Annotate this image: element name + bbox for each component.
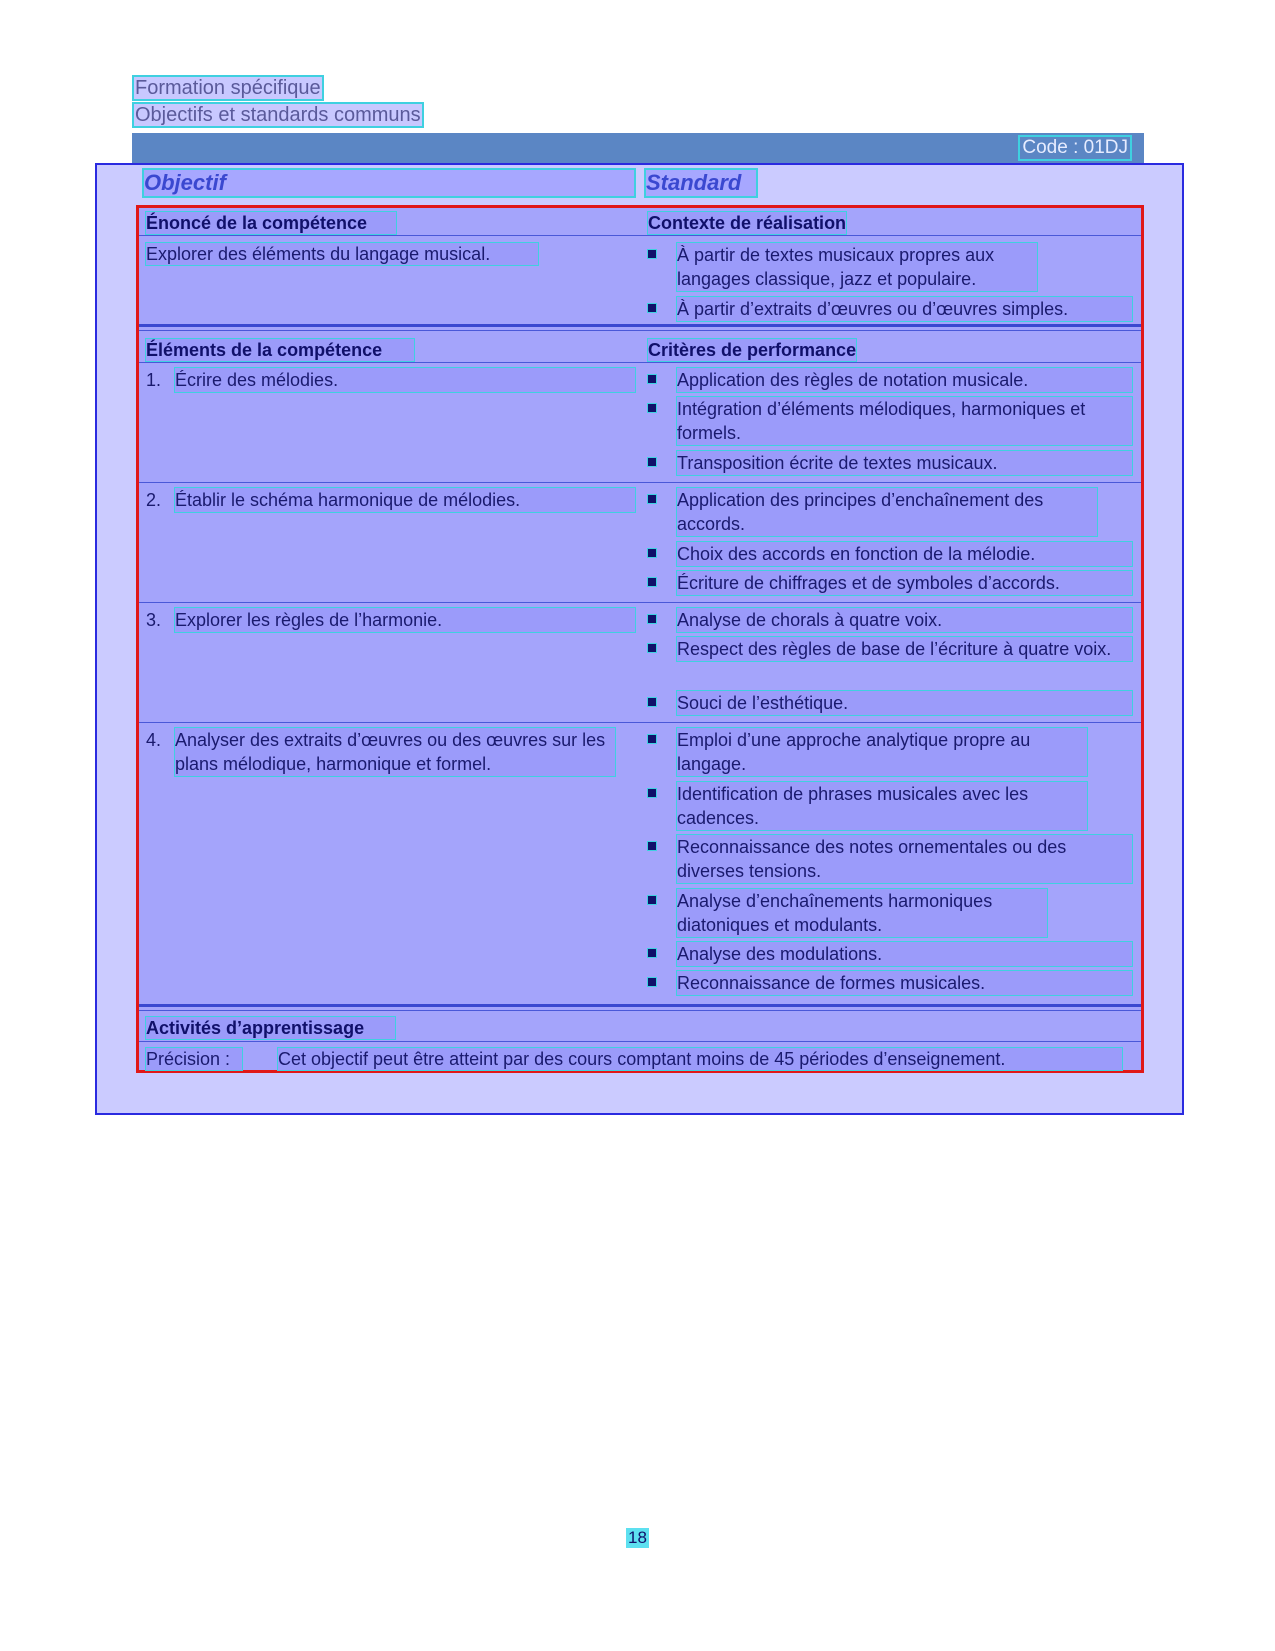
bullet-icon <box>648 495 656 503</box>
divider <box>139 722 1141 723</box>
bullet-icon <box>648 644 656 652</box>
enonce-heading: Énoncé de la compétence <box>146 212 396 234</box>
critere-item: Respect des règles de base de l’écriture à quatre voix. <box>677 637 1132 661</box>
bullet-icon <box>648 304 656 312</box>
bullet-icon <box>648 949 656 957</box>
divider <box>139 602 1141 603</box>
precision-label: Précision : <box>146 1048 242 1070</box>
bullet-icon <box>648 615 656 623</box>
critere-item: Analyse de chorals à quatre voix. <box>677 608 1132 632</box>
activites-heading: Activités d’apprentissage <box>146 1017 395 1039</box>
element-text: Établir le schéma harmonique de mélodies. <box>175 488 635 512</box>
critere-item: Intégration d’éléments mélodiques, harmoniques et formels. <box>677 397 1132 445</box>
item-number: 2. <box>146 490 162 510</box>
critere-item: Transposition écrite de textes musicaux. <box>677 451 1132 475</box>
element-text: Analyser des extraits d’œuvres ou des œuvres sur les plans mélodique, harmonique et formel. <box>175 728 615 776</box>
element-text: Écrire des mélodies. <box>175 368 635 392</box>
critere-item: Application des règles de notation musicale. <box>677 368 1132 392</box>
item-number: 4. <box>146 730 162 750</box>
standard-heading: Standard <box>646 170 756 196</box>
item-number: 3. <box>146 610 162 630</box>
contexte-heading: Contexte de réalisation <box>648 213 847 233</box>
divider <box>139 362 1141 363</box>
bullet-icon <box>648 549 656 557</box>
bullet-icon <box>648 458 656 466</box>
section-divider <box>139 1004 1141 1007</box>
bullet-icon <box>648 578 656 586</box>
divider <box>139 482 1141 483</box>
bullet-icon <box>648 842 656 850</box>
critere-item: Analyse d’enchaînements harmoniques diatoniques et modulants. <box>677 889 1047 937</box>
precision-text: Cet objectif peut être atteint par des cours comptant moins de 45 périodes d’enseignement. <box>278 1048 1122 1070</box>
divider <box>139 1010 1141 1011</box>
critere-item: Analyse des modulations. <box>677 942 1132 966</box>
bullet-icon <box>648 375 656 383</box>
bullet-icon <box>648 698 656 706</box>
critere-item: Choix des accords en fonction de la mélodie. <box>677 542 1132 566</box>
critere-item: Écriture de chiffrages et de symboles d’accords. <box>677 571 1132 595</box>
enonce-text: Explorer des éléments du langage musical. <box>146 243 538 265</box>
header-program: Formation spécifique <box>135 77 321 99</box>
bullet-icon <box>648 404 656 412</box>
critere-item: Reconnaissance des notes ornementales ou des diverses tensions. <box>677 835 1132 883</box>
criteres-heading: Critères de performance <box>648 340 857 360</box>
divider <box>139 330 1141 331</box>
bullet-icon <box>648 250 656 258</box>
critere-item: Application des principes d’enchaînement des accords. <box>677 488 1097 536</box>
section-divider <box>139 324 1141 327</box>
column-headings <box>136 168 1144 198</box>
elements-heading: Éléments de la compétence <box>146 339 414 361</box>
bullet-icon <box>648 735 656 743</box>
course-code: Code : 01DJ <box>1022 137 1128 158</box>
bullet-icon <box>648 896 656 904</box>
page-number: 18 <box>628 1528 647 1547</box>
item-number: 1. <box>146 370 162 390</box>
contexte-item: À partir de textes musicaux propres aux langages classique, jazz et populaire. <box>677 243 1037 291</box>
divider <box>139 235 1141 236</box>
critere-item: Reconnaissance de formes musicales. <box>677 971 1132 995</box>
competence-table <box>136 205 1144 1073</box>
bullet-icon <box>648 789 656 797</box>
contexte-item: À partir d’extraits d’œuvres ou d’œuvres simples. <box>677 297 1132 321</box>
critere-item: Identification de phrases musicales avec les cadences. <box>677 782 1087 830</box>
code-bar <box>132 133 1144 163</box>
critere-item: Souci de l’esthétique. <box>677 691 1132 715</box>
element-text: Explorer les règles de l’harmonie. <box>175 608 635 632</box>
header-section: Objectifs et standards communs <box>135 104 421 126</box>
objectif-heading: Objectif <box>144 170 634 196</box>
divider <box>139 1041 1141 1042</box>
bullet-icon <box>648 978 656 986</box>
critere-item: Emploi d’une approche analytique propre au langage. <box>677 728 1087 776</box>
